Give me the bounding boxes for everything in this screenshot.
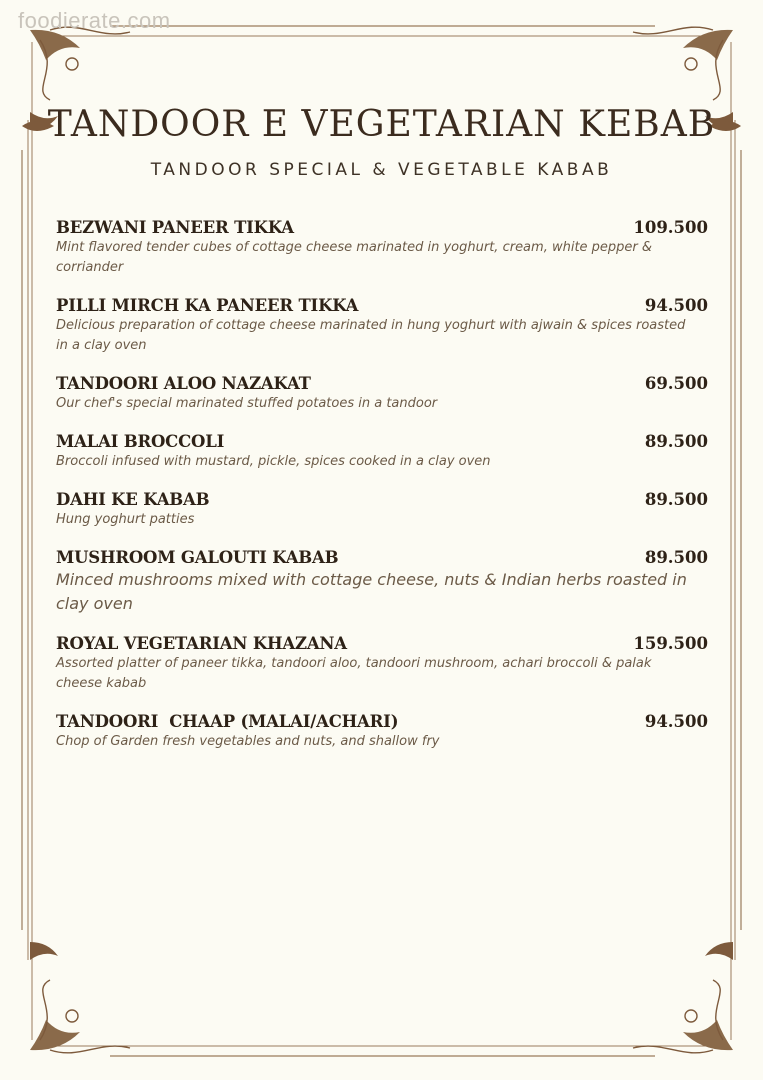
- item-name: DAHI KE KABAB: [56, 490, 210, 509]
- item-name: MUSHROOM GALOUTI KABAB: [56, 548, 339, 567]
- item-price: 94.500: [644, 296, 708, 315]
- item-price: 89.500: [644, 548, 708, 567]
- item-description: Minced mushrooms mixed with cottage cheese, nuts & Indian herbs roasted in clay oven: [56, 570, 687, 613]
- item-name: TANDOORI CHAAP (MALAI/ACHARI): [56, 712, 399, 731]
- menu-item: [56, 712, 708, 752]
- page-title: TANDOOR E VEGETARIAN KEBAB: [47, 104, 716, 145]
- item-price: 94.500: [644, 712, 708, 731]
- menu-item: [56, 432, 708, 472]
- item-name: TANDOORI ALOO NAZAKAT: [56, 374, 311, 393]
- item-description: Mint flavored tender cubes of cottage cheese marinated in yoghurt, cream, white pepper & corriander: [56, 240, 653, 275]
- item-description: Chop of Garden fresh vegetables and nuts, and shallow fry: [56, 734, 440, 749]
- item-price: 89.500: [644, 490, 708, 509]
- item-description: Hung yoghurt patties: [56, 512, 195, 527]
- item-name: ROYAL VEGETARIAN KHAZANA: [56, 634, 347, 653]
- page-subtitle: TANDOOR SPECIAL & VEGETABLE KABAB: [150, 160, 613, 180]
- item-name: BEZWANI PANEER TIKKA: [56, 218, 294, 237]
- menu-item: [56, 296, 708, 356]
- item-name: PILLI MIRCH KA PANEER TIKKA: [56, 296, 359, 315]
- item-price: 89.500: [644, 432, 708, 451]
- item-description: Delicious preparation of cottage cheese marinated in hung yoghurt with ajwain & spices roasted in a clay oven: [56, 318, 686, 353]
- item-description: Broccoli infused with mustard, pickle, spices cooked in a clay oven: [56, 454, 491, 469]
- item-description: Assorted platter of paneer tikka, tandoori aloo, tandoori mushroom, achari broccoli & palak cheese kabab: [56, 656, 652, 691]
- menu-item: [56, 218, 708, 278]
- menu-item: [56, 490, 708, 530]
- watermark: foodierate.com: [18, 8, 171, 33]
- menu-item: [56, 634, 708, 694]
- item-price: 159.500: [633, 634, 708, 653]
- menu-item: [56, 374, 708, 414]
- menu-item: [56, 548, 708, 616]
- item-description: Our chef's special marinated stuffed potatoes in a tandoor: [56, 396, 438, 411]
- item-price: 109.500: [633, 218, 708, 237]
- item-name: MALAI BROCCOLI: [56, 432, 225, 451]
- menu-items: [56, 218, 708, 770]
- item-price: 69.500: [644, 374, 708, 393]
